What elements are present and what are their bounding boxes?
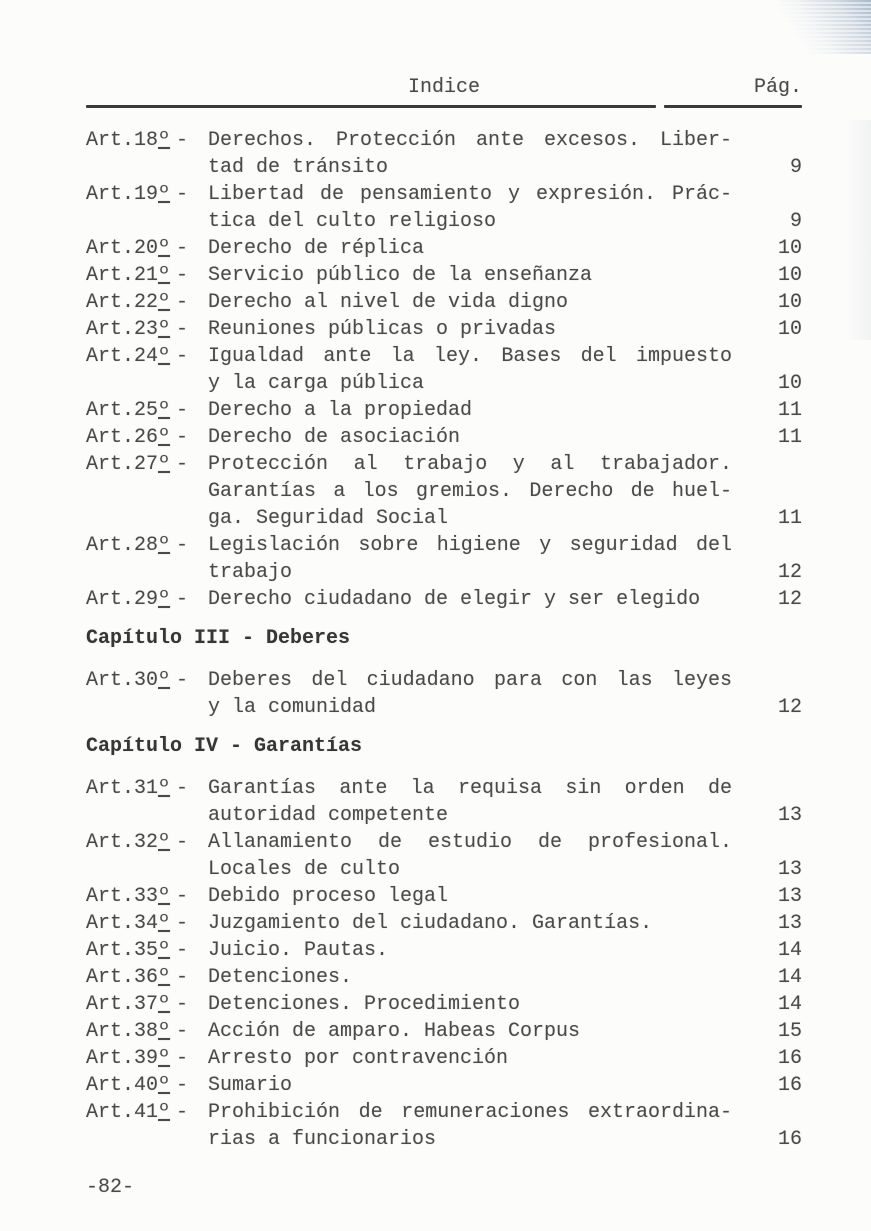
entry-page-number: 14 (777, 966, 802, 989)
entry-description-line: tad de tránsito (208, 156, 389, 179)
article-number: Art.37º (86, 993, 171, 1016)
entry-page-number: 12 (777, 696, 802, 719)
index-entry (86, 1099, 802, 1153)
article-separator-dash: - (176, 534, 189, 557)
article-ordinal-indicator: º (158, 264, 171, 287)
entry-description-line: Juicio. Pautas. (208, 939, 389, 962)
index-entry (86, 451, 802, 532)
entry-description (208, 991, 732, 1018)
entry-description-line: ga. Seguridad Social (208, 507, 449, 530)
entry-page-number: 16 (777, 1047, 802, 1070)
article-ordinal-indicator: º (158, 1047, 171, 1070)
article-ordinal-indicator: º (158, 183, 171, 206)
entry-description (208, 532, 732, 586)
index-list (86, 127, 802, 1153)
index-entry (86, 127, 802, 181)
article-ordinal-indicator: º (158, 912, 171, 935)
entry-page-number: 9 (789, 210, 802, 233)
article-ordinal-indicator: º (158, 588, 171, 611)
entry-description-line: Reuniones públicas o privadas (208, 318, 557, 341)
article-separator-dash: - (176, 453, 189, 476)
entry-page-number: 10 (777, 372, 802, 395)
entry-description-line: trabajo (208, 561, 293, 584)
index-entry (86, 532, 802, 586)
entry-page-number: 14 (777, 939, 802, 962)
entry-page-number: 10 (777, 264, 802, 287)
article-ordinal-indicator: º (158, 669, 171, 692)
article-separator-dash: - (176, 345, 189, 368)
entry-description-line: Acción de amparo. Habeas Corpus (208, 1020, 581, 1043)
entry-description-line: Detenciones. Procedimiento (208, 993, 521, 1016)
article-separator-dash: - (176, 966, 189, 989)
index-entry (86, 586, 802, 613)
article-number: Art.39º (86, 1047, 171, 1070)
entry-description-line: autoridad competente (208, 804, 449, 827)
article-ordinal-indicator: º (158, 129, 171, 152)
entry-description (208, 451, 732, 532)
article-number: Art.24º (86, 345, 171, 368)
scan-edge-streak (845, 120, 871, 340)
article-number: Art.41º (86, 1101, 171, 1124)
index-entry (86, 343, 802, 397)
article-number: Art.30º (86, 669, 171, 692)
article-number: Art.18º (86, 129, 171, 152)
entry-description (208, 883, 732, 910)
article-separator-dash: - (176, 426, 189, 449)
entry-description (208, 397, 732, 424)
entry-description-line: Prohibición de remuneraciones extraordina- (208, 1101, 732, 1124)
entry-description (208, 1072, 732, 1099)
article-ordinal-indicator: º (158, 993, 171, 1016)
entry-description-line: Derecho de asociación (208, 426, 461, 449)
page-column-label: Pág. (753, 76, 802, 99)
entry-description-line: Locales de culto (208, 858, 401, 881)
article-ordinal-indicator: º (158, 777, 171, 800)
entry-description (208, 775, 732, 829)
entry-description-line: rias a funcionarios (208, 1128, 437, 1151)
entry-page-number: 12 (777, 588, 802, 611)
article-ordinal-indicator: º (158, 237, 171, 260)
entry-page-number: 10 (777, 318, 802, 341)
entry-page-number: 13 (777, 858, 802, 881)
article-number: Art.38º (86, 1020, 171, 1043)
entry-description-line: Derecho de réplica (208, 237, 425, 260)
index-entry (86, 316, 802, 343)
entry-page-number: 13 (777, 885, 802, 908)
article-separator-dash: - (176, 183, 189, 206)
article-number: Art.35º (86, 939, 171, 962)
index-entry (86, 1045, 802, 1072)
entry-description-line: Derecho al nivel de vida digno (208, 291, 569, 314)
article-separator-dash: - (176, 264, 189, 287)
article-number: Art.27º (86, 453, 171, 476)
entry-description-line: y la comunidad (208, 696, 377, 719)
entry-page-number: 15 (777, 1020, 802, 1043)
chapter-heading: Capítulo IV - Garantías (86, 735, 363, 758)
article-separator-dash: - (176, 993, 189, 1016)
index-entry (86, 289, 802, 316)
entry-page-number: 11 (777, 399, 802, 422)
article-number: Art.34º (86, 912, 171, 935)
article-ordinal-indicator: º (158, 399, 171, 422)
entry-page-number: 16 (777, 1074, 802, 1097)
entry-description (208, 667, 732, 721)
article-separator-dash: - (176, 912, 189, 935)
index-entry (86, 775, 802, 829)
index-entry (86, 910, 802, 937)
article-number: Art.29º (86, 588, 171, 611)
article-ordinal-indicator: º (158, 885, 171, 908)
article-separator-dash: - (176, 777, 189, 800)
article-ordinal-indicator: º (158, 534, 171, 557)
article-separator-dash: - (176, 885, 189, 908)
entry-description (208, 343, 732, 397)
entry-page-number: 13 (777, 912, 802, 935)
header-rule-left-segment (86, 105, 656, 108)
index-entry (86, 424, 802, 451)
article-number: Art.23º (86, 318, 171, 341)
article-separator-dash: - (176, 588, 189, 611)
article-ordinal-indicator: º (158, 291, 171, 314)
entry-description (208, 424, 732, 451)
entry-page-number: 9 (789, 156, 802, 179)
entry-description (208, 289, 732, 316)
entry-page-number: 12 (777, 561, 802, 584)
article-number: Art.36º (86, 966, 171, 989)
entry-page-number: 16 (777, 1128, 802, 1151)
index-entry (86, 991, 802, 1018)
entry-description (208, 937, 732, 964)
entry-description (208, 262, 732, 289)
article-separator-dash: - (176, 1047, 189, 1070)
article-separator-dash: - (176, 237, 189, 260)
article-separator-dash: - (176, 939, 189, 962)
header-rule (86, 105, 802, 108)
index-entry (86, 1072, 802, 1099)
index-entry (86, 964, 802, 991)
footer-page-number: -82- (86, 1176, 135, 1199)
entry-description (208, 316, 732, 343)
article-ordinal-indicator: º (158, 1074, 171, 1097)
entry-description-line: Arresto por contravención (208, 1047, 509, 1070)
article-number: Art.19º (86, 183, 171, 206)
entry-description-line: Sumario (208, 1074, 293, 1097)
entry-description (208, 586, 732, 613)
article-ordinal-indicator: º (158, 966, 171, 989)
article-ordinal-indicator: º (158, 426, 171, 449)
index-header (86, 74, 802, 103)
entry-description (208, 910, 732, 937)
entry-description-line: Allanamiento de estudio de profesional. (208, 831, 732, 854)
article-ordinal-indicator: º (158, 939, 171, 962)
entry-page-number: 14 (777, 993, 802, 1016)
article-number: Art.26º (86, 426, 171, 449)
entry-page-number: 10 (777, 237, 802, 260)
index-entry (86, 262, 802, 289)
entry-description-line: Igualdad ante la ley. Bases del impuesto (208, 345, 732, 368)
entry-description-line: Legislación sobre higiene y seguridad del (208, 534, 732, 557)
index-entry (86, 235, 802, 262)
index-title: Indice (407, 76, 480, 99)
article-number: Art.25º (86, 399, 171, 422)
entry-page-number: 11 (777, 426, 802, 449)
entry-description-line: Libertad de pensamiento y expresión. Prác- (208, 183, 732, 206)
article-number: Art.40º (86, 1074, 171, 1097)
index-entry (86, 397, 802, 424)
entry-description-line: Debido proceso legal (208, 885, 449, 908)
article-number: Art.33º (86, 885, 171, 908)
chapter-heading: Capítulo III - Deberes (86, 627, 351, 650)
article-separator-dash: - (176, 291, 189, 314)
page-content (86, 74, 802, 1201)
article-number: Art.21º (86, 264, 171, 287)
article-separator-dash: - (176, 1020, 189, 1043)
article-separator-dash: - (176, 831, 189, 854)
entry-description (208, 1099, 732, 1153)
entry-page-number: 10 (777, 291, 802, 314)
article-ordinal-indicator: º (158, 831, 171, 854)
article-number: Art.32º (86, 831, 171, 854)
entry-description-line: Deberes del ciudadano para con las leyes (208, 669, 732, 692)
article-separator-dash: - (176, 669, 189, 692)
article-separator-dash: - (176, 129, 189, 152)
article-separator-dash: - (176, 1101, 189, 1124)
index-entry (86, 667, 802, 721)
page-footer (86, 1174, 802, 1201)
entry-description-line: tica del culto religioso (208, 210, 497, 233)
article-separator-dash: - (176, 399, 189, 422)
entry-page-number: 11 (777, 507, 802, 530)
article-ordinal-indicator: º (158, 453, 171, 476)
entry-description (208, 829, 732, 883)
index-entry (86, 829, 802, 883)
index-entry (86, 181, 802, 235)
entry-description (208, 181, 732, 235)
entry-description-line: Garantías a los gremios. Derecho de huel- (208, 480, 732, 503)
article-number: Art.28º (86, 534, 171, 557)
article-number: Art.31º (86, 777, 171, 800)
article-number: Art.20º (86, 237, 171, 260)
scan-artifact-corner (779, 0, 871, 54)
entry-page-number: 13 (777, 804, 802, 827)
entry-description-line: Detenciones. (208, 966, 353, 989)
entry-description-line: Protección al trabajo y al trabajador. (208, 453, 732, 476)
entry-description-line: Derechos. Protección ante excesos. Liber- (208, 129, 732, 152)
entry-description (208, 235, 732, 262)
index-entry (86, 937, 802, 964)
article-separator-dash: - (176, 318, 189, 341)
index-entry (86, 883, 802, 910)
article-ordinal-indicator: º (158, 318, 171, 341)
entry-description-line: y la carga pública (208, 372, 425, 395)
entry-description (208, 964, 732, 991)
entry-description (208, 1045, 732, 1072)
entry-description-line: Juzgamiento del ciudadano. Garantías. (208, 912, 653, 935)
entry-description-line: Derecho a la propiedad (208, 399, 473, 422)
article-ordinal-indicator: º (158, 1101, 171, 1124)
entry-description (208, 127, 732, 181)
header-rule-right-segment (664, 105, 802, 108)
index-entry (86, 1018, 802, 1045)
article-number: Art.22º (86, 291, 171, 314)
entry-description-line: Derecho ciudadano de elegir y ser elegido (208, 588, 701, 611)
entry-description (208, 1018, 732, 1045)
entry-description-line: Servicio público de la enseñanza (208, 264, 593, 287)
entry-description-line: Garantías ante la requisa sin orden de (208, 777, 732, 800)
article-ordinal-indicator: º (158, 1020, 171, 1043)
article-ordinal-indicator: º (158, 345, 171, 368)
article-separator-dash: - (176, 1074, 189, 1097)
